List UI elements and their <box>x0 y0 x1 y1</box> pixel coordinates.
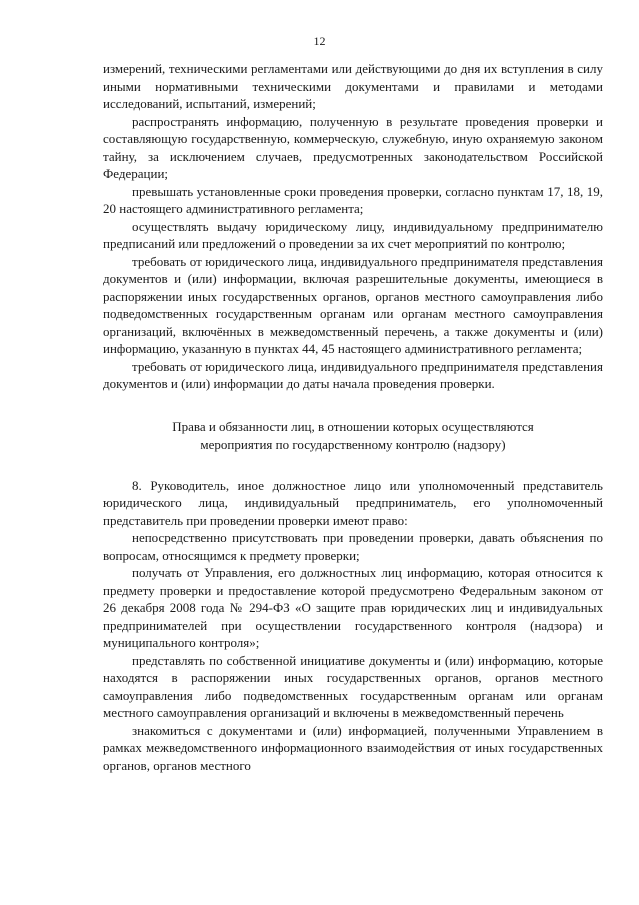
paragraph: измерений, техническими регламентами или действующими до дня их вступления в силу иными нормативными техническими документами и правилами и методами исследований, испытаний, измерений; <box>103 61 603 111</box>
paragraph: представлять по собственной инициативе документы и (или) информацию, которые находятся в распоряжении иных государственных органов, органов местного самоуправления либо подведомственных государственным органам или органам местного самоуправления организаций и включены в межведомственный перечень <box>103 652 603 720</box>
page-number: 12 <box>313 34 326 48</box>
paragraph: требовать от юридического лица, индивидуального предпринимателя представления документов и (или) информации до даты начала проведения проверки. <box>103 358 603 391</box>
paragraph: требовать от юридического лица, индивидуального предпринимателя представления документов и (или) информации, включая разрешительные документы, имеющиеся в распоряжении иных государственных органов, органов местного самоуправления либо подведомственных государственным органам или органам местного самоуправления организаций, включённых в межведомственный перечень, а также документы и (или) информацию, указанную в пунктах 44, 45 настоящего административного регламента; <box>103 253 603 356</box>
paragraph: осуществлять выдачу юридическому лицу, индивидуальному предпринимателю предписаний или предложений о проведении за их счет мероприятий по контролю; <box>103 218 603 251</box>
paragraph: непосредственно присутствовать при проведении проверки, давать объяснения по вопросам, относящимся к предмету проверки; <box>103 530 603 563</box>
paragraph: 8. Руководитель, иное должностное лицо или уполномоченный представитель юридического лица, индивидуальный предприниматель, его уполномоченный представитель при проведении проверки имеют право: <box>103 477 603 528</box>
section-heading-line: Права и обязанности лиц, в отношении которых осуществляются <box>172 418 534 434</box>
document-body <box>103 60 603 774</box>
paragraph: знакомиться с документами и (или) информацией, полученными Управлением в рамках межведомственного информационного взаимодействия от иных государственных органов, органов местного <box>103 722 603 773</box>
paragraph: превышать установленные сроки проведения проверки, согласно пунктам 17, 18, 19, 20 настоящего административного регламента; <box>103 183 603 216</box>
paragraph: распространять информацию, полученную в результате проведения проверки и составляющую государственную, коммерческую, служебную, иную охраняемую законом тайну, за исключением случаев, предусмотренных законодательством Российской Федерации; <box>103 113 603 181</box>
section-heading <box>103 418 603 454</box>
paragraph: получать от Управления, его должностных лиц информацию, которая относится к предмету проверки и предоставление которой предусмотрено Федеральным законом от 26 декабря 2008 года № 294-ФЗ «О защите прав юридических лиц и индивидуальных предпринимателей при осуществлении государственного контроля (надзора) и муниципального контроля»; <box>103 565 603 650</box>
section-heading-line: мероприятия по государственному контролю (надзору) <box>200 436 506 452</box>
